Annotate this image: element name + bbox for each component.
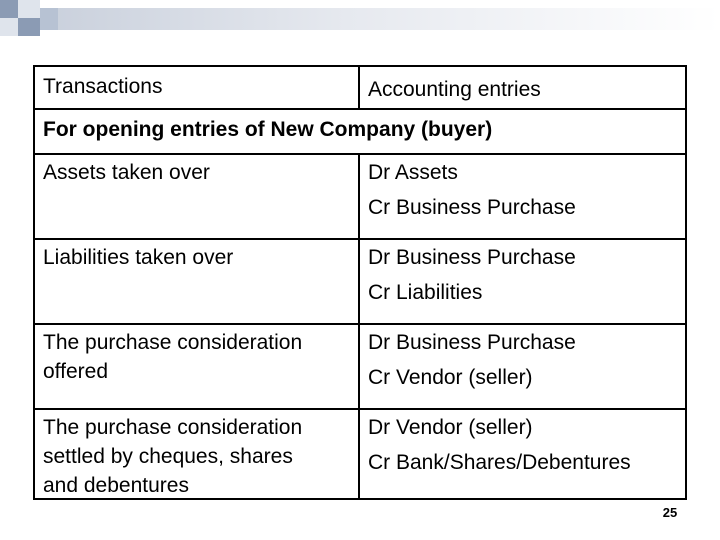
entry-cell: Dr Business Purchase Cr Liabilities xyxy=(368,246,576,304)
header-square xyxy=(40,8,58,30)
entry-cell: Dr Business Purchase Cr Vendor (seller) xyxy=(368,331,576,389)
entry-cell: Dr Vendor (seller) Cr Bank/Shares/Debentures xyxy=(368,416,631,474)
header-cell-transactions: Transactions xyxy=(35,67,360,108)
transaction-cell: The purchase consideration settled by cheques, shares and debentures xyxy=(35,410,360,498)
header-cell-accounting-entries: Accounting entries xyxy=(368,78,541,101)
entry-cell: Dr Assets Cr Business Purchase xyxy=(368,161,576,219)
header-square xyxy=(18,18,40,36)
header-square xyxy=(0,0,18,18)
section-title-row xyxy=(35,108,685,153)
table-row xyxy=(35,238,685,323)
table-row xyxy=(35,408,685,498)
page-number: 25 xyxy=(662,505,678,520)
section-title: For opening entries of New Company (buyer) xyxy=(43,118,493,141)
header-square xyxy=(0,18,18,36)
transaction-cell: Liabilities taken over xyxy=(35,240,360,323)
transaction-cell: Assets taken over xyxy=(35,155,360,238)
table-header-row xyxy=(35,67,685,108)
table-row xyxy=(35,153,685,238)
header-square xyxy=(18,0,40,18)
accounting-entries-table xyxy=(33,65,687,500)
header-gradient-bar xyxy=(40,8,720,30)
transaction-cell: The purchase consideration offered xyxy=(35,325,360,408)
table-row xyxy=(35,323,685,408)
decorative-header-band xyxy=(0,0,720,36)
